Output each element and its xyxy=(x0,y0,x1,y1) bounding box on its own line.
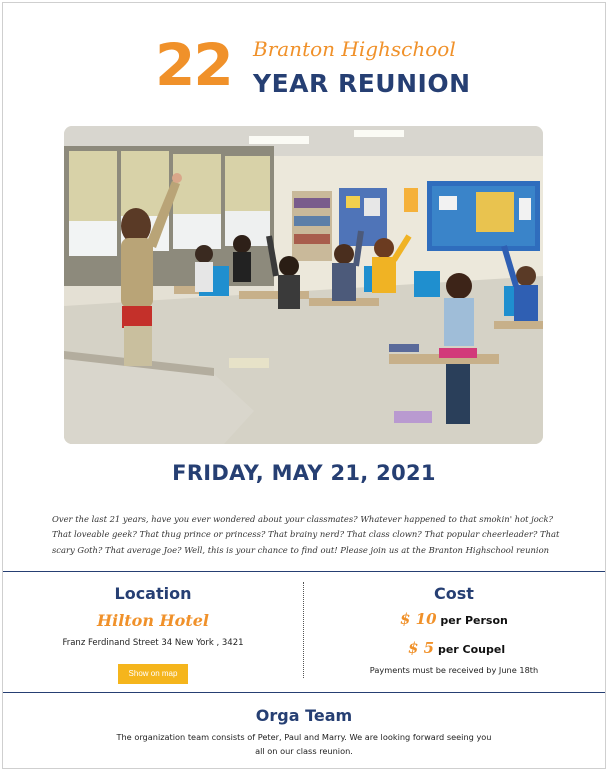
price-per-person xyxy=(400,610,600,628)
classroom-photo xyxy=(64,126,543,444)
cost-heading: Cost xyxy=(434,584,474,603)
payment-note: Payments must be received by June 18th xyxy=(369,665,539,675)
orga-team-line-1: The organization team consists of Peter, Paul and Marry. We are looking forward seeing you xyxy=(116,732,492,742)
event-date: FRIDAY, MAY 21, 2021 xyxy=(172,461,436,485)
flyer-page xyxy=(2,2,606,769)
price-unit: per Person xyxy=(440,614,508,627)
orga-team-text xyxy=(3,730,605,758)
years-number: 22 xyxy=(155,31,232,99)
price-amount: $ 5 xyxy=(408,639,435,657)
venue-address: Franz Ferdinand Street 34 New York , 3421 xyxy=(62,638,244,648)
classroom-illustration xyxy=(64,126,543,444)
intro-paragraph: Over the last 21 years, have you ever wondered about your classmates? Whatever happened to that smokin' hot jock? That loveable geek? That thug prince or princess? That brainy nerd? That class clown? That popular cheerleader? That scary Goth? That average Joe? Well, this is your chance to find out! Please join us at the Branton Highschool reunion xyxy=(52,514,560,555)
price-unit: per Coupel xyxy=(437,643,506,656)
school-name: Branton Highschool xyxy=(253,37,456,61)
reunion-title: YEAR REUNION xyxy=(253,69,471,98)
orga-team-heading: Orga Team xyxy=(255,706,353,725)
show-on-map-button[interactable]: Show on map xyxy=(118,664,188,684)
orga-team-line-2: all on our class reunion. xyxy=(255,746,353,756)
section-divider-bottom xyxy=(3,692,605,693)
price-per-couple xyxy=(408,639,608,657)
location-heading: Location xyxy=(114,584,192,603)
venue-name: Hilton Hotel xyxy=(97,611,209,630)
price-amount: $ 10 xyxy=(400,610,437,628)
section-divider-top xyxy=(3,571,605,572)
